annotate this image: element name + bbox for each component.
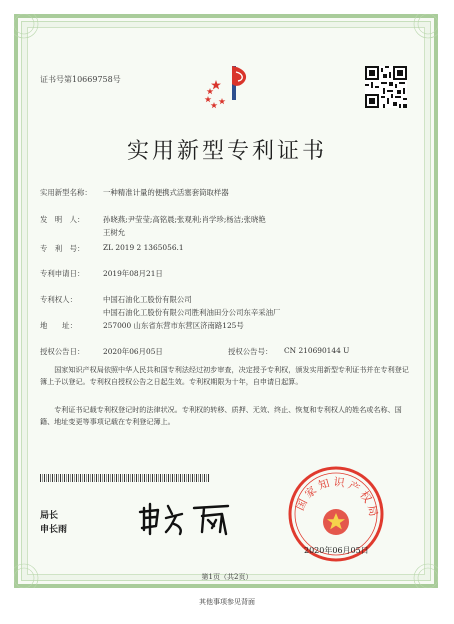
security-barcode-strip (40, 474, 210, 482)
filing-date-label: 专利申请日： (40, 269, 85, 278)
filing-date: 2019年08月21日 (103, 269, 163, 278)
certificate-statement-paragraph-1: 国家知识产权局依照中华人民共和国专利法经过初步审查，决定授予专利权，颁发实用新型专利证书并在专利登记簿上予以登记。专利权自授权公告之日起生效。专利权期限为十年，自申请日起算。 (40, 365, 409, 387)
qr-code (365, 66, 407, 108)
grant-date-label: 授权公告日： (40, 347, 85, 356)
inventors-line-1: 孙晓燕;尹莹莹;高铭晨;张观利;肖学珍;杨洁;张晓艳 (103, 215, 266, 224)
seal-date: 2020年06月05日 (304, 546, 369, 555)
back-note: 其他事项参见背面 (199, 598, 255, 606)
inventor-label: 发 明 人： (40, 215, 85, 224)
certificate-statement-paragraph-2: 专利证书记载专利权登记时的法律状况。专利权的转移、质押、无效、终止、恢复和专利权人的姓名或名称、国籍、地址变更等事项记载在专利登记簿上。 (40, 405, 402, 427)
patentee-line-2: 中国石油化工股份有限公司胜利油田分公司东辛采油厂 (103, 308, 281, 317)
utility-model-name-label: 实用新型名称： (40, 188, 92, 197)
seal-text: 国家知识产权局 (293, 475, 381, 521)
patent-office-logo (202, 62, 258, 112)
patent-number: ZL 2019 2 1365056.1 (103, 243, 184, 252)
director-name: 申长雨 (40, 525, 68, 535)
director-title: 局长 (40, 511, 59, 521)
address: 257000 山东省东营市东营区济南路125号 (103, 321, 244, 330)
address-label: 地 址： (40, 321, 77, 330)
grant-number: CN 210690144 U (284, 346, 350, 355)
utility-model-name: 一种精准计量的便携式活塞套筒取样器 (103, 188, 229, 197)
director-signature (136, 498, 236, 538)
patentee-line-1: 中国石油化工股份有限公司 (103, 295, 192, 304)
grant-date: 2020年06月05日 (103, 347, 163, 356)
certificate-number: 证书号第10669758号 (40, 75, 121, 84)
inventors-line-2: 王树允 (103, 228, 126, 237)
patent-number-label: 专 利 号： (40, 244, 85, 253)
page-indicator: 第1页（共2页） (201, 573, 253, 581)
certificate-title: 实用新型专利证书 (126, 139, 327, 164)
patentee-label: 专利权人： (40, 295, 77, 304)
grant-number-label: 授权公告号： (228, 347, 273, 356)
